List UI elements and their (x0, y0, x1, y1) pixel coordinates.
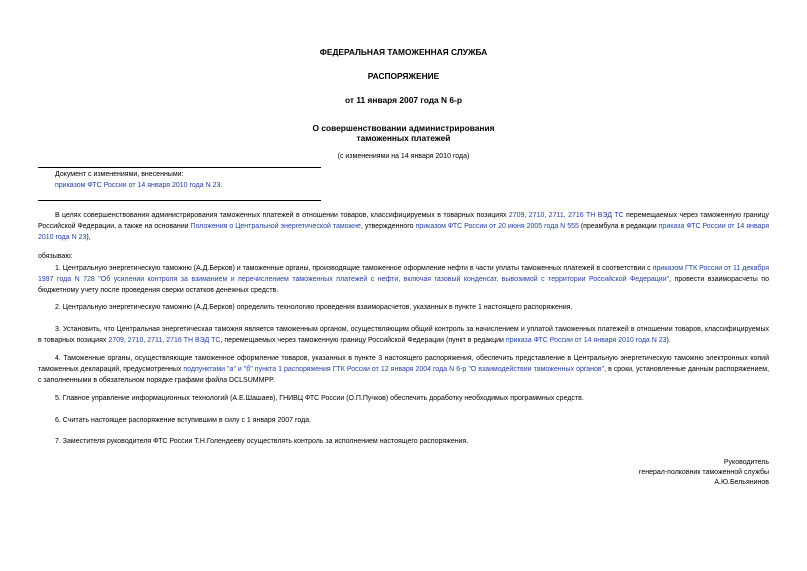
preamble-text-5: ), (86, 234, 91, 241)
gtk-order-728-link[interactable]: приказом ГТК России от 11 декабря 1997 года N 728 "Об усилении контроля за взиманием и перечислением таможенных платежей с нефти, включая газовый конденсат, вывозимой с территории Российской Федерации" (38, 265, 769, 283)
changes-box-caption: Документ с изменениями, внесенными: (55, 171, 184, 178)
changes-box-link-line (55, 181, 222, 190)
order-23-link[interactable]: приказа ФТС России от 14 января 2010 года N 23 (38, 223, 770, 241)
paragraph-2: 2. Центральную энергетическую таможню (А.Д.Берков) определить технологию проведения взаиморасчетов, указанных в пункте 1 настоящего распоряжения. (55, 304, 573, 311)
obligation-heading: обязываю: (38, 253, 73, 260)
signature-position: Руководитель (723, 459, 769, 466)
paragraph-1 (38, 263, 769, 296)
order-23-link-2[interactable]: приказа ФТС России от 14 января 2010 года N 23 (505, 337, 667, 344)
gtk-order-6r-link[interactable]: подпунктами "а" и "б" пункта 1 распоряжения ГТК России от 12 января 2004 года N 6-р "О взаимодействии таможенных органов" (183, 366, 605, 373)
amendment-order-link[interactable]: приказом ФТС России от 14 января 2010 года N 23. (55, 182, 223, 189)
paragraph-3-text-3: ). (666, 337, 671, 344)
document-title-line-2: таможенных платежей (356, 133, 451, 143)
edition-note: (с изменениями на 14 января 2010 года) (337, 153, 470, 160)
changes-box-bottom-rule (38, 200, 321, 201)
signature-rank: генерал-полковник таможенной службы (638, 469, 769, 476)
tn-ved-positions-link-2[interactable]: 2709, 2710, 2711, 2716 ТН ВЭД ТС (108, 337, 221, 344)
document-type: РАСПОРЯЖЕНИЕ (367, 71, 440, 81)
paragraph-3-text-2: , перемещаемых через таможенную границу Российской Федерации (пункт в редакции (220, 337, 506, 344)
order-555-link[interactable]: приказом ФТС России от 20 июня 2005 года N 555 (415, 223, 579, 230)
paragraph-4-text-1: 4. Таможенные органы, осуществляющие таможенное оформление товаров, указанных в пункте 3 настоящего распоряжения, обеспечить представление в Центральную энергетическую таможню электронных копий таможенных деклараций, предусмотренных (38, 355, 769, 373)
document-title-line-1: О совершенствовании администрирования (312, 123, 495, 133)
customs-regulation-link[interactable]: Положения о Центральной энергетической таможне (190, 223, 361, 230)
paragraph-4-text-2: , в сроки, установленные данным распоряжением, с заполненными в обязательном порядке графами файла DCLSUMMPP. (38, 366, 770, 384)
preamble-text-4: (преамбула в редакции (578, 223, 659, 230)
agency-name: ФЕДЕРАЛЬНАЯ ТАМОЖЕННАЯ СЛУЖБА (319, 47, 488, 57)
changes-box-top-rule (38, 167, 321, 168)
paragraph-1-text-1: 1. Центральную энергетическую таможню (А.Д.Берков) и таможенные органы, производящие таможенное оформление нефти в части уплаты таможенных платежей в соответствии с (55, 265, 653, 272)
preamble-text-1: В целях совершенствования администрирования таможенных платежей в отношении товаров, классифицируемых в товарных позициях (55, 212, 509, 219)
paragraph-3 (38, 324, 769, 346)
preamble-text-3: , утвержденного (360, 223, 416, 230)
paragraph-3-text-1: 3. Установить, что Центральная энергетическая таможня является таможенным органом, осуществляющим общий контроль за начислением и уплатой таможенных платежей в отношении товаров, классифицируемых в товарных позициях (38, 326, 769, 344)
tn-ved-positions-link[interactable]: 2709, 2710, 2711, 2716 ТН ВЭД ТС (508, 212, 624, 219)
signature-name: А.Ю.Бельянинов (714, 479, 769, 486)
document-date-number: от 11 января 2007 года N 6-р (345, 95, 462, 105)
paragraph-4 (38, 353, 769, 386)
preamble-paragraph (38, 210, 769, 243)
paragraph-6: 6. Считать настоящее распоряжение вступившим в силу с 1 января 2007 года. (55, 417, 312, 424)
preamble-text-2: перемещаемых через таможенную границу Российской Федерации, а также на основании (38, 212, 769, 230)
paragraph-7: 7. Заместителя руководителя ФТС России Т.Н.Голендееву осуществлять контроль за исполнением настоящего распоряжения. (55, 438, 469, 445)
paragraph-5: 5. Главное управление информационных технологий (А.Е.Шашаев), ГНИВЦ ФТС России (О.П.Пучков) обеспечить доработку необходимых программных средств. (55, 395, 584, 402)
paragraph-1-text-2: , провести взаиморасчеты по бюджетному учету после проведения сверки остатков денежных средств. (38, 276, 769, 294)
